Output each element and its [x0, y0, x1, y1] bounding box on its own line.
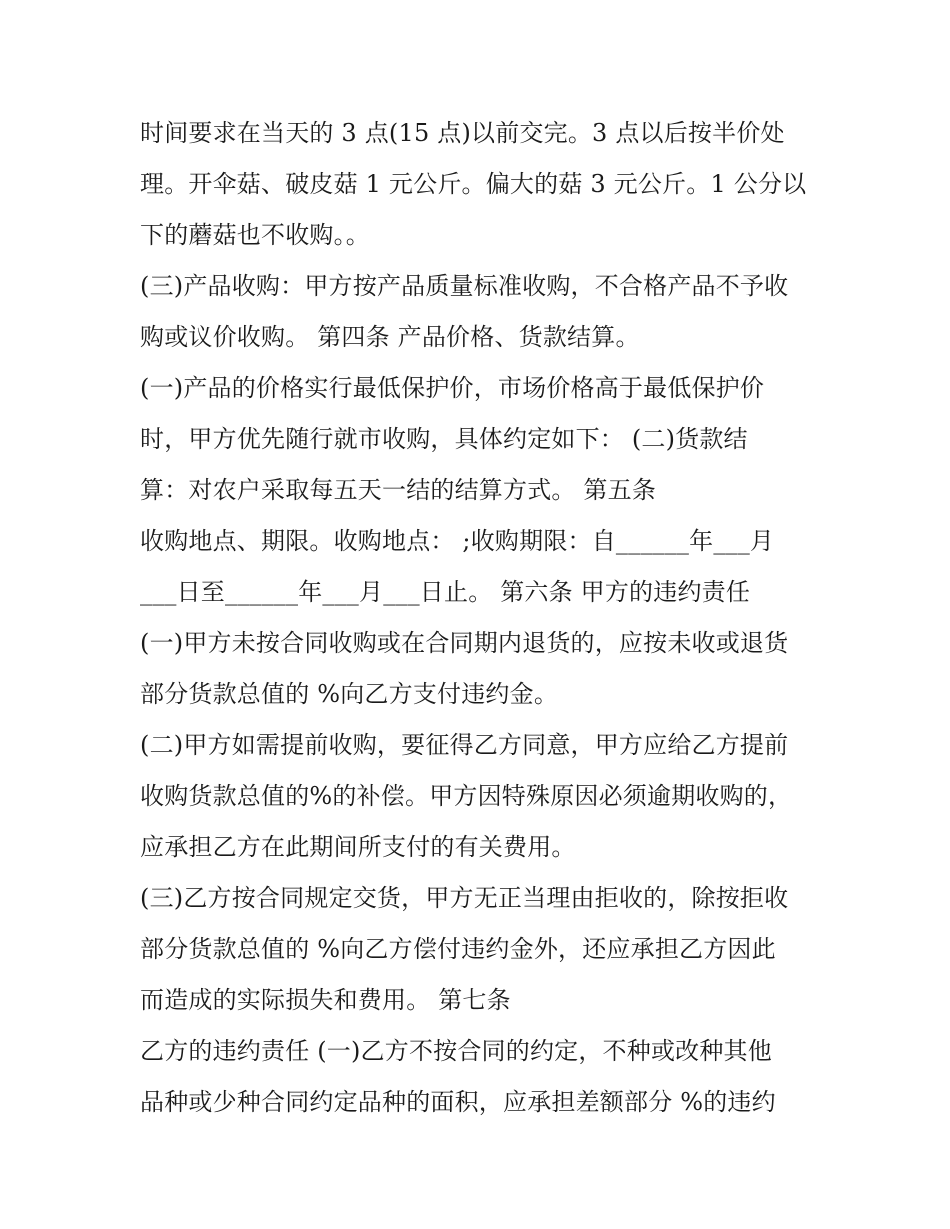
text-line: 时，甲方优先随行就市收购，具体约定如下： (二)货款结: [140, 425, 748, 453]
text-line: 收购货款总值的%的补偿。甲方因特殊原因必须逾期收购的，: [140, 782, 793, 810]
text-line: 乙方的违约责任 (一)乙方不按合同的约定，不种或改种其他: [140, 1037, 772, 1065]
text-line: 应承担乙方在此期间所支付的有关费用。: [140, 833, 576, 861]
text-line: 理。开伞菇、破皮菇 1 元公斤。偏大的菇 3 元公斤。1 公分以: [140, 170, 807, 198]
text-line: 算：对农户采取每五天一结的结算方式。 第五条: [140, 476, 657, 504]
text-line: 部分货款总值的 %向乙方支付违约金。: [140, 680, 559, 708]
text-line: 收购地点、期限。收购地点： ;收购期限：自______年___月: [140, 527, 775, 555]
text-line: ___日至______年___月___日止。 第六条 甲方的违约责任: [140, 578, 751, 606]
text-line: 品种或少种合同约定品种的面积，应承担差额部分 %的违约: [140, 1088, 776, 1116]
text-line: (三)产品收购：甲方按产品质量标准收购，不合格产品不予收: [140, 272, 789, 300]
text-line: (一)产品的价格实行最低保护价，市场价格高于最低保护价: [140, 374, 765, 402]
text-line: (一)甲方未按合同收购或在合同期内退货的，应按未收或退货: [140, 629, 789, 657]
text-line: 时间要求在当天的 3 点(15 点)以前交完。3 点以后按半价处: [140, 119, 785, 147]
text-line: (三)乙方按合同规定交货，甲方无正当理由拒收的，除按拒收: [140, 884, 789, 912]
text-line: 部分货款总值的 %向乙方偿付违约金外，还应承担乙方因此: [140, 935, 776, 963]
document-body: [140, 108, 820, 1128]
text-line: 下的蘑菇也不收购。。: [140, 221, 370, 249]
text-line: 购或议价收购。 第四条 产品价格、货款结算。: [140, 323, 640, 351]
text-line: (二)甲方如需提前收购，要征得乙方同意，甲方应给乙方提前: [140, 731, 789, 759]
text-line: 而造成的实际损失和费用。 第七条: [140, 986, 511, 1014]
